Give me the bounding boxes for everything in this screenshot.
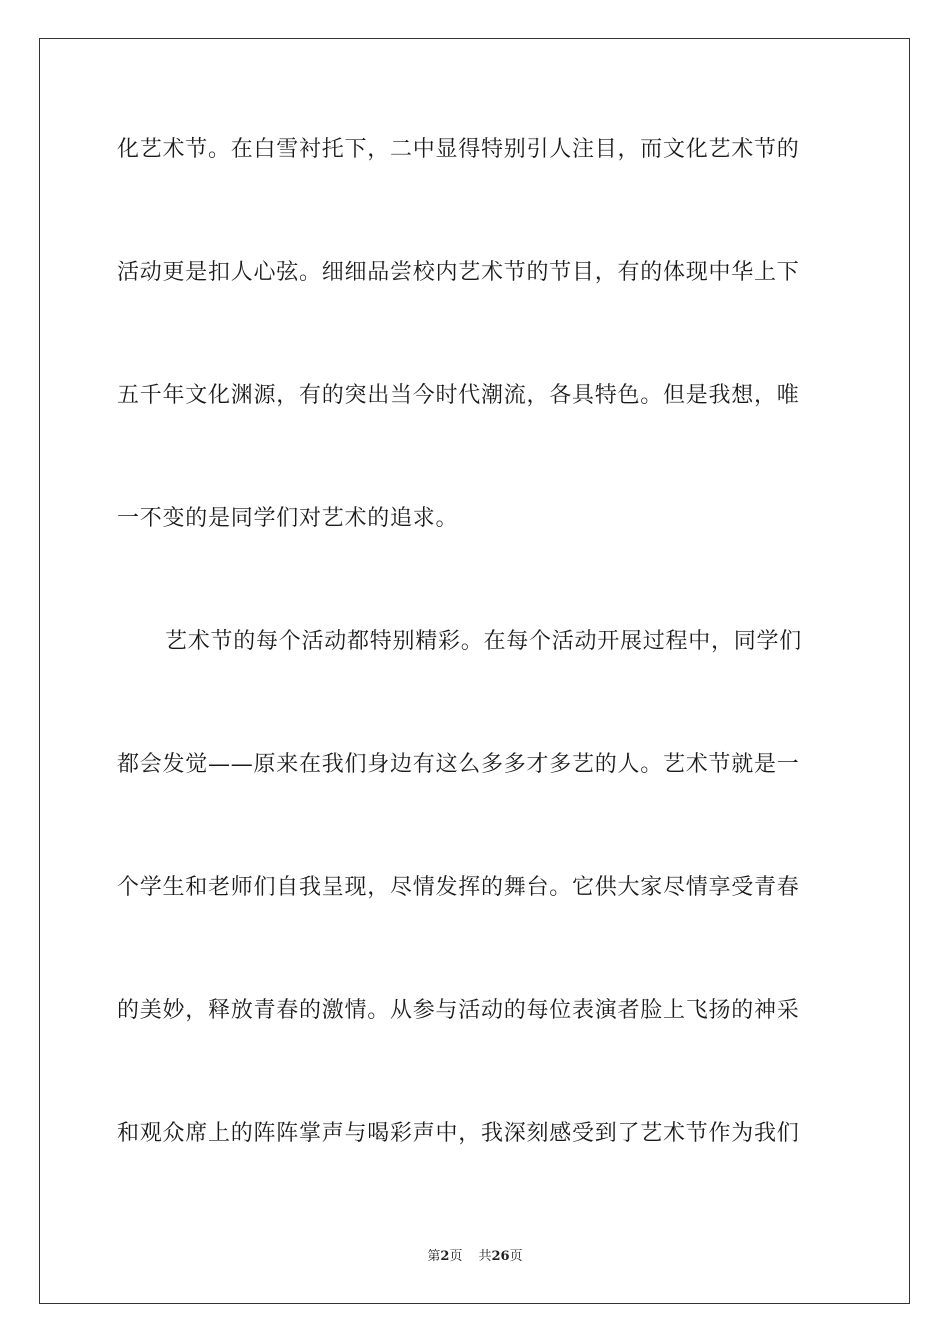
paragraph-1-line-4: 一不变的是同学们对艺术的追求。 — [117, 506, 459, 531]
total-suffix: 页 — [509, 1249, 523, 1264]
page-number: 2 — [440, 1249, 450, 1264]
paragraph-1-line-1: 化艺术节。在白雪衬托下，二中显得特别引人注目，而文化艺术节的 — [117, 137, 800, 162]
paragraph-2-line-3: 个学生和老师们自我呈现，尽情发挥的舞台。它供大家尽情享受青春 — [117, 875, 800, 900]
paragraph-2-line-4: 的美妙，释放青春的激情。从参与活动的每位表演者脸上飞扬的神采 — [117, 998, 800, 1023]
paragraph-2-line-1: 艺术节的每个活动都特别精彩。在每个活动开展过程中，同学们 — [165, 629, 803, 654]
paragraph-2-line-5: 和观众席上的阵阵掌声与喝彩声中，我深刻感受到了艺术节作为我们 — [117, 1121, 800, 1146]
paragraph-2-line-2: 都会发觉——原来在我们身边有这么多多才多艺的人。艺术节就是一 — [117, 752, 800, 777]
page-suffix: 页 — [449, 1249, 463, 1264]
paragraph-1-line-2: 活动更是扣人心弦。细细品尝校内艺术节的节目，有的体现中华上下 — [117, 260, 800, 285]
paragraph-1-line-3: 五千年文化渊源，有的突出当今时代潮流，各具特色。但是我想，唯 — [117, 383, 800, 408]
total-prefix: 共 — [478, 1249, 492, 1264]
page-prefix: 第 — [427, 1249, 441, 1264]
page-footer — [0, 1249, 950, 1265]
total-pages: 26 — [491, 1249, 510, 1264]
